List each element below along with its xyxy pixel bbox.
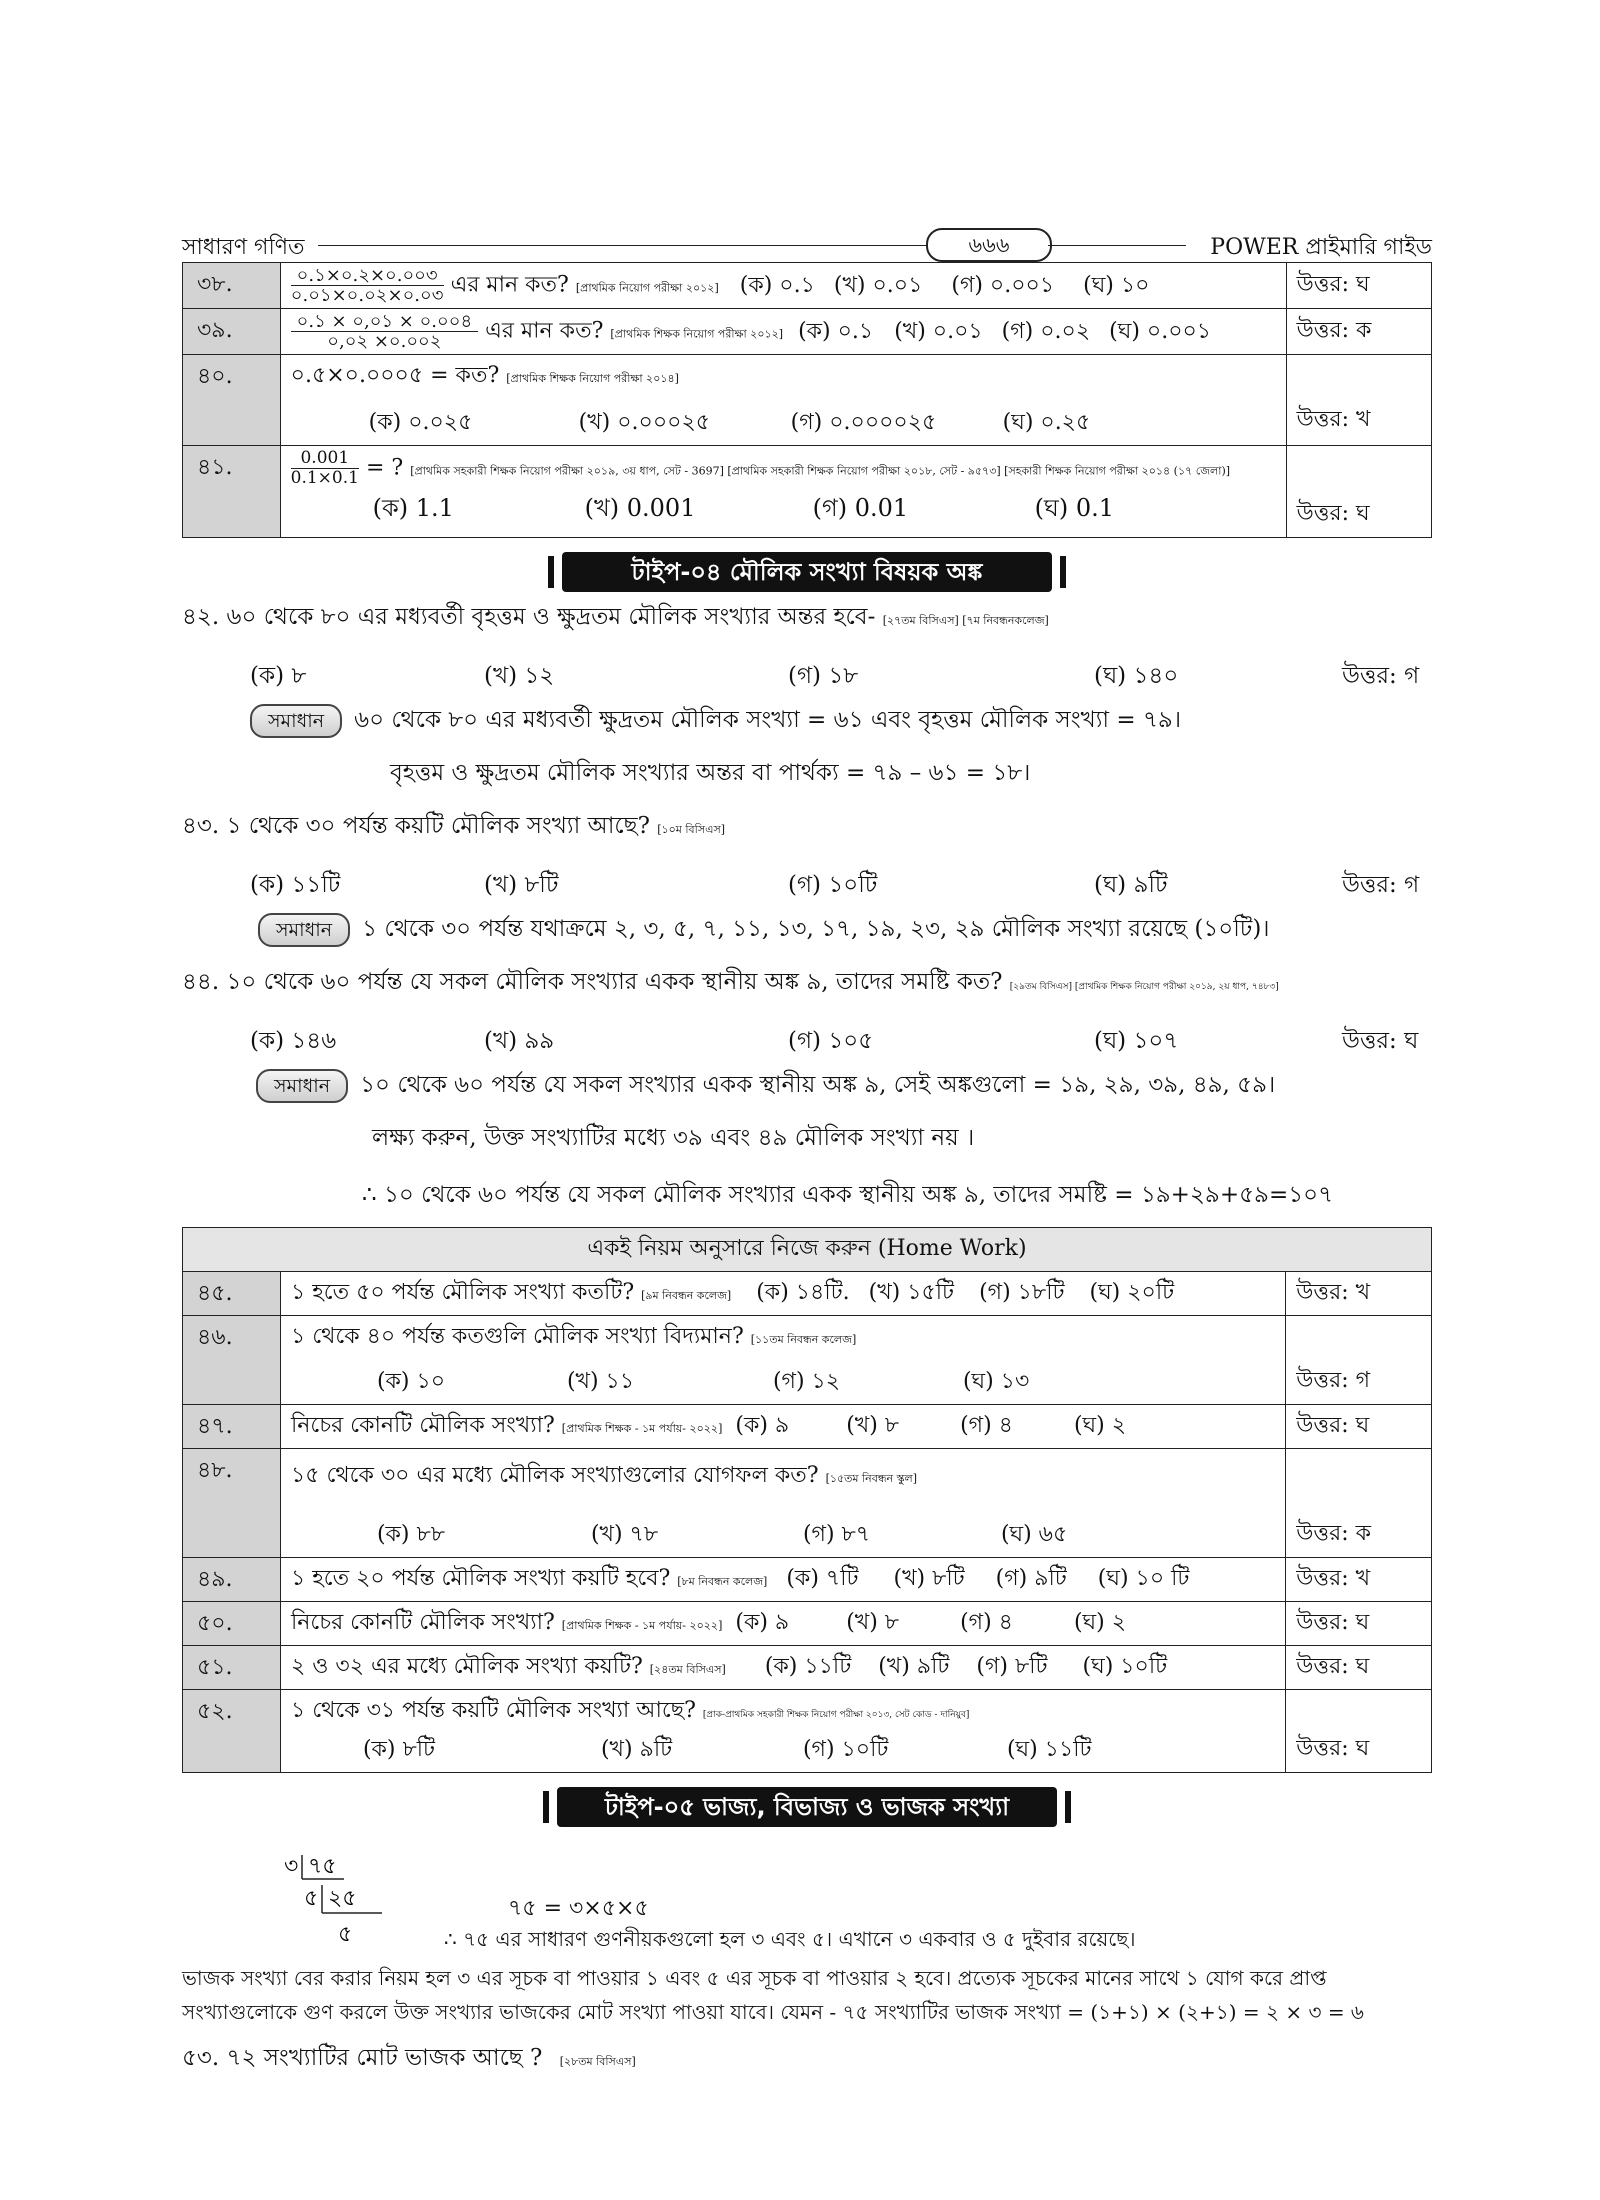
question-body xyxy=(280,1602,1285,1646)
option-ga: (গ) 0.01 xyxy=(812,494,909,522)
factor-note: ∴ ৭৫ এর সাধারণ গুণনীয়কগুলো হল ৩ এবং ৫। এখানে ৩ একবার ও ৫ দুইবার রয়েছে। xyxy=(444,1927,1136,1951)
question-number: ৪৬. xyxy=(183,1316,281,1405)
question-body xyxy=(280,446,1286,538)
solution-text-3: ∴ ১০ থেকে ৬০ পর্যন্ত যে সকল মৌলিক সংখ্যার একক স্থানীয় অঙ্ক ৯, তাদের সমষ্টি = ১৯+২৯+৫৯=১০৭ xyxy=(362,1182,1334,1208)
question-text: ৪২. ৬০ থেকে ৮০ এর মধ্যবর্তী বৃহত্তম ও ক্ষুদ্রতম মৌলিক সংখ্যার অন্তর হবে- xyxy=(182,604,876,630)
option-gha: (ঘ) ১০ xyxy=(1083,272,1150,298)
question-number: ৫২. xyxy=(183,1690,281,1773)
question-text: ০.৫×০.০০০৫ = কত? xyxy=(290,363,500,388)
options-row xyxy=(373,490,1276,530)
option-ga: (গ) ১২ xyxy=(772,1369,841,1394)
top-question-table xyxy=(182,262,1432,538)
answer: উত্তর: ঘ xyxy=(1286,1405,1432,1449)
paragraph-line-2: সংখ্যাগুলোকে গুণ করলে উক্ত সংখ্যার ভাজকের মোট সংখ্যা পাওয়া যাবে। যেমন - ৭৫ সংখ্যাটির ভাজক সংখ্যা = (১+১) × (২+১) = ২ × ৩ = ৬ xyxy=(182,2000,1364,2024)
table-row xyxy=(183,1405,1432,1449)
option-ga: (গ) ১৮টি xyxy=(979,1280,1065,1305)
option-gha: (ঘ) 0.1 xyxy=(1034,494,1114,522)
option-gha: (ঘ) ০.২৫ xyxy=(1002,410,1091,435)
option-ga: (গ) ৮টি xyxy=(976,1654,1048,1679)
question-text: ১৫ থেকে ৩০ এর মধ্যে মৌলিক সংখ্যাগুলোর যোগফল কত? xyxy=(290,1463,819,1488)
question-source: [৯ম নিবন্ধন কলেজ] xyxy=(641,1289,732,1302)
question-number: ৪৭. xyxy=(183,1405,281,1449)
question-number: ৪৯. xyxy=(183,1558,281,1602)
question-text: ১ থেকে ৪০ পর্যন্ত কতগুলি মৌলিক সংখ্যা বিদ্যমান? xyxy=(290,1324,744,1349)
option-kha: (খ) ১৫টি xyxy=(868,1280,955,1305)
option-ka: (ক) ১০ xyxy=(376,1369,446,1394)
question-source: [প্রাক-প্রাথমিক সহকারী শিক্ষক নিয়োগ পরীক্ষা ২০১৩, সেট কোড - দানিয়ুব] xyxy=(702,1710,970,1720)
table-row xyxy=(183,1558,1432,1602)
question-text: ৫৩. ৭২ সংখ্যাটির মোট ভাজক আছে ? xyxy=(182,2045,543,2071)
page-header xyxy=(182,228,1432,262)
option-kha: (খ) ১২ xyxy=(484,663,555,689)
option-kha: (খ) ৯টি xyxy=(600,1737,673,1762)
option-ka: (ক) ৭টি xyxy=(786,1566,859,1591)
option-kha: (খ) ১১ xyxy=(566,1369,635,1394)
fraction-denominator: ০,০২ ×০.০০২ xyxy=(327,331,442,352)
options-row xyxy=(182,860,1432,900)
table-row xyxy=(183,1272,1432,1316)
option-kha: (খ) 0.001 xyxy=(584,494,696,522)
question-source: [২৯তম বিসিএস] [প্রাথমিক শিক্ষক নিয়োগ পরীক্ষা ২০১৯, ২য় ধাপ, ৭৪৮৩] xyxy=(1009,982,1279,992)
paragraph-line-1: ভাজক সংখ্যা বের করার নিয়ম হল ৩ এর সূচক বা পাওয়ার ১ এবং ৫ এর সূচক বা পাওয়ার ২ হবে। প্রত্যেক সূচকের মানের সাথে ১ যোগ করে প্রাপ্ত xyxy=(182,1966,1327,1990)
question-body xyxy=(280,355,1286,446)
option-gha: (ঘ) ২ xyxy=(1073,1610,1127,1635)
option-ka: (ক) ৯ xyxy=(735,1413,790,1438)
option-ka: (ক) ১১টি xyxy=(764,1654,852,1679)
division-example xyxy=(182,1831,1432,1961)
option-ga: (গ) ১০৫ xyxy=(788,1028,874,1054)
table-row xyxy=(183,1316,1432,1405)
question-number: ৪০. xyxy=(183,355,281,446)
solution-43 xyxy=(258,910,1432,949)
table-row xyxy=(183,309,1432,355)
answer: উত্তর: ঘ xyxy=(1342,1028,1419,1054)
question-text: ১ থেকে ৩১ পর্যন্ত কয়টি মৌলিক সংখ্যা আছে? xyxy=(290,1698,696,1723)
fraction xyxy=(291,449,359,488)
section-banner-type-05: টাইপ-০৫ ভাজ্য, বিভাজ্য ও ভাজক সংখ্যা xyxy=(557,1787,1057,1827)
question-source: [প্রাথমিক শিক্ষক - ১ম পর্যায়- ২০২২] xyxy=(561,1422,723,1435)
option-ga: (গ) ০.০২ xyxy=(1001,318,1091,344)
option-ka: (ক) ৯ xyxy=(735,1610,790,1635)
fraction-numerator: ০.১×০.২×০.০০৩ xyxy=(291,266,444,286)
quotient: ৫ xyxy=(338,1922,353,1947)
question-number: ৪৫. xyxy=(183,1272,281,1316)
question-number: ৫১. xyxy=(183,1646,281,1690)
option-kha: (খ) ০.০১ xyxy=(894,318,983,344)
question-source: [৮ম নিবন্ধন কলেজ] xyxy=(677,1575,768,1588)
factorization: ৭৫ = ৩×৫×৫ xyxy=(508,1896,649,1921)
option-ka: (ক) 1.1 xyxy=(372,494,454,522)
dividend-2: ২৫ xyxy=(328,1886,357,1911)
question-source: [১১তম নিবন্ধন কলেজ] xyxy=(750,1333,857,1346)
fraction xyxy=(291,266,444,305)
table-row xyxy=(183,1646,1432,1690)
question-text: ২ ও ৩২ এর মধ্যে মৌলিক সংখ্যা কয়টি? xyxy=(290,1654,643,1679)
fraction-numerator: ০.১ × ০,০১ × ০.০০৪ xyxy=(291,312,478,332)
table-row xyxy=(183,1228,1432,1272)
dividend-1: ৭৫ xyxy=(308,1854,337,1879)
option-ka: (ক) ০.১ xyxy=(739,272,815,298)
question-number: ৪৮. xyxy=(183,1449,281,1558)
question-source: [প্রাথমিক শিক্ষক নিয়োগ পরীক্ষা ২০১২] xyxy=(610,327,784,341)
table-row xyxy=(183,263,1432,309)
solution-label: সমাধান xyxy=(250,704,342,738)
question-42 xyxy=(182,598,1432,637)
question-source: [প্রাথমিক শিক্ষক - ১ম পর্যায়- ২০২২] xyxy=(561,1619,723,1632)
option-ka: (ক) ১৪৬ xyxy=(250,1028,337,1054)
solution-label: সমাধান xyxy=(256,1069,348,1103)
question-number: ৪১. xyxy=(183,446,281,538)
option-gha: (ঘ) ২ xyxy=(1073,1413,1127,1438)
answer: উত্তর: ক xyxy=(1286,309,1431,355)
answer: উত্তর: গ xyxy=(1342,663,1420,689)
answer: উত্তর: গ xyxy=(1286,1316,1432,1405)
question-body xyxy=(280,1449,1285,1558)
option-ka: (ক) ৮৮ xyxy=(376,1522,446,1547)
question-text: = ? xyxy=(365,455,404,481)
question-text: ১ হতে ৫০ পর্যন্ত মৌলিক সংখ্যা কতটি? xyxy=(290,1280,635,1305)
option-ka: (ক) ০.০২৫ xyxy=(368,410,473,435)
question-body xyxy=(280,309,1286,355)
question-body xyxy=(280,1690,1285,1773)
answer: উত্তর: ঘ xyxy=(1286,1646,1432,1690)
solution-text-2: লক্ষ্য করুন, উক্ত সংখ্যাটির মধ্যে ৩৯ এবং ৪৯ মৌলিক সংখ্যা নয় । xyxy=(372,1125,975,1151)
long-division-figure xyxy=(282,1849,422,1949)
table-row xyxy=(183,1602,1432,1646)
question-text: ৪৩. ১ থেকে ৩০ পর্যন্ত কয়টি মৌলিক সংখ্যা আছে? xyxy=(182,813,650,839)
answer: উত্তর: খ xyxy=(1286,1272,1432,1316)
answer: উত্তর: ঘ xyxy=(1286,263,1431,309)
option-ga: (গ) ১০টি xyxy=(788,872,878,898)
option-gha: (ঘ) ৯টি xyxy=(1094,872,1168,898)
divisor-rule-paragraph xyxy=(182,1961,1432,2029)
options-row xyxy=(182,651,1432,691)
solution-42 xyxy=(250,701,1432,740)
question-text: ৪৪. ১০ থেকে ৬০ পর্যন্ত যে সকল মৌলিক সংখ্যার একক স্থানীয় অঙ্ক ৯, তাদের সমষ্টি কত? xyxy=(182,969,1003,995)
question-text: এর মান কত? xyxy=(485,318,604,344)
options-row xyxy=(377,1517,1275,1554)
question-body xyxy=(280,1316,1285,1405)
section-banner-type-04: টাইপ-০৪ মৌলিক সংখ্যা বিষয়ক অঙ্ক xyxy=(562,552,1052,592)
option-ka: (ক) ১৪টি. xyxy=(756,1280,850,1305)
question-53 xyxy=(182,2039,1432,2078)
question-body xyxy=(280,1646,1285,1690)
option-gha: (ঘ) ১৩ xyxy=(962,1369,1030,1394)
table-row xyxy=(183,446,1432,538)
solution-44 xyxy=(256,1066,1432,1105)
option-ga: (গ) ৪ xyxy=(960,1413,1013,1438)
option-ka: (ক) ৮ xyxy=(250,663,307,689)
answer: উত্তর: ঘ xyxy=(1286,1602,1432,1646)
homework-table xyxy=(182,1227,1432,1773)
question-text: এর মান কত? xyxy=(450,272,569,298)
option-ka: (ক) ০.১ xyxy=(798,318,874,344)
question-text: নিচের কোনটি মৌলিক সংখ্যা? xyxy=(290,1610,555,1635)
answer: উত্তর: ক xyxy=(1286,1449,1432,1558)
options-row xyxy=(363,1732,1275,1769)
options-row xyxy=(377,1364,1275,1401)
divisor-1: ৩ xyxy=(284,1854,299,1879)
option-ga: (গ) ৪ xyxy=(960,1610,1013,1635)
option-kha: (খ) ০.০০০২৫ xyxy=(578,410,711,435)
solution-text: ১ থেকে ৩০ পর্যন্ত যথাক্রমে ২, ৩, ৫, ৭, ১১, ১৩, ১৭, ১৯, ২৩, ২৯ মৌলিক সংখ্যা রয়েছে (১০টি)। xyxy=(362,916,1270,942)
option-kha: (খ) ৮টি xyxy=(893,1566,965,1591)
fraction xyxy=(291,312,478,351)
option-kha: (খ) ৭৮ xyxy=(590,1522,659,1547)
answer: উত্তর: ঘ xyxy=(1286,446,1431,538)
option-kha: (খ) ৯টি xyxy=(878,1654,950,1679)
question-source: [২৮তম বিসিএস] xyxy=(559,2055,636,2068)
options-row xyxy=(182,1016,1432,1056)
header-rule-right xyxy=(1048,245,1186,246)
answer: উত্তর: গ xyxy=(1342,872,1420,898)
fraction-denominator: ০.০১×০.০২×০.০৩ xyxy=(290,285,444,306)
question-44 xyxy=(182,963,1432,1002)
fraction-denominator: 0.1×0.1 xyxy=(290,468,359,488)
question-number: ৩৮. xyxy=(183,263,281,309)
question-body xyxy=(280,1272,1285,1316)
option-kha: (খ) ৯৯ xyxy=(484,1028,555,1054)
page-number: ৬৬৬ xyxy=(926,228,1052,262)
homework-title: একই নিয়ম অনুসারে নিজে করুন (Home Work) xyxy=(183,1228,1432,1272)
option-gha: (ঘ) ১০ টি xyxy=(1097,1566,1190,1591)
question-text: ১ হতে ২০ পর্যন্ত মৌলিক সংখ্যা কয়টি হবে? xyxy=(290,1566,671,1591)
option-kha: (খ) ০.০১ xyxy=(833,272,923,298)
question-43 xyxy=(182,807,1432,846)
question-body xyxy=(280,263,1286,309)
question-source: [প্রাথমিক নিয়োগ পরীক্ষা ২০১২] xyxy=(575,281,719,295)
question-number: ৫০. xyxy=(183,1602,281,1646)
question-body xyxy=(280,1405,1285,1449)
option-kha: (খ) ৮ xyxy=(846,1413,900,1438)
table-row xyxy=(183,1449,1432,1558)
question-source: [১৫তম নিবন্ধন স্কুল] xyxy=(825,1472,918,1485)
option-ka: (ক) ১১টি xyxy=(250,872,341,898)
option-gha: (ঘ) ১০৭ xyxy=(1094,1028,1179,1054)
answer: উত্তর: খ xyxy=(1286,1558,1432,1602)
option-ka: (ক) ৮টি xyxy=(362,1737,436,1762)
solution-text-2: বৃহত্তম ও ক্ষুদ্রতম মৌলিক সংখ্যার অন্তর বা পার্থক্য = ৭৯ – ৬১ = ১৮। xyxy=(390,760,1031,786)
option-gha: (ঘ) ২০টি xyxy=(1089,1280,1175,1305)
option-gha: (ঘ) ১১টি xyxy=(1006,1737,1092,1762)
solution-text: ৬০ থেকে ৮০ এর মধ্যবর্তী ক্ষুদ্রতম মৌলিক সংখ্যা = ৬১ এবং বৃহত্তম মৌলিক সংখ্যা = ৭৯। xyxy=(354,707,1182,733)
table-row xyxy=(183,355,1432,446)
divisor-2: ৫ xyxy=(304,1886,319,1911)
question-number: ৩৯. xyxy=(183,309,281,355)
option-kha: (খ) ৮ xyxy=(846,1610,900,1635)
header-subject: সাধারণ গণিত xyxy=(182,235,305,260)
header-rule-left xyxy=(318,245,926,246)
option-ga: (গ) ৯টি xyxy=(995,1566,1067,1591)
question-source: [প্রাথমিক সহকারী শিক্ষক নিয়োগ পরীক্ষা ২০১৯, ৩য় ধাপ, সেট - 3697] [প্রাথমিক সহকারী শিক্ষক নিয়োগ পরীক্ষা ২০১৮, সেট - ৯৫৭৩] [সহকারী শিক্ষক নিয়োগ পরীক্ষা ২০১৪ (১৭ জেলা)] xyxy=(410,464,1231,478)
page xyxy=(182,228,1432,2078)
solution-label: সমাধান xyxy=(258,913,350,947)
header-guide-title: POWER প্রাইমারি গাইড xyxy=(1210,235,1432,260)
option-gha: (ঘ) ৬৫ xyxy=(1000,1522,1068,1547)
answer: উত্তর: খ xyxy=(1286,355,1431,446)
question-source: [২৭তম বিসিএস] [৭ম নিবন্ধনকলেজ] xyxy=(882,614,1049,627)
option-gha: (ঘ) ০.০০১ xyxy=(1109,318,1212,344)
question-source: [১০ম বিসিএস] xyxy=(657,823,726,836)
options-row xyxy=(369,405,1276,442)
option-ga: (গ) ১৮ xyxy=(788,663,859,689)
option-ga: (গ) ০.০০১ xyxy=(951,272,1055,298)
option-ga: (গ) ০.০০০০২৫ xyxy=(790,410,937,435)
question-source: [প্রাথমিক শিক্ষক নিয়োগ পরীক্ষা ২০১৪] xyxy=(506,372,679,385)
option-gha: (ঘ) ১৪০ xyxy=(1094,663,1179,689)
question-text: নিচের কোনটি মৌলিক সংখ্যা? xyxy=(290,1413,555,1438)
option-ga: (গ) ১০টি xyxy=(802,1737,889,1762)
option-gha: (ঘ) ১০টি xyxy=(1082,1654,1168,1679)
answer: উত্তর: ঘ xyxy=(1286,1690,1432,1773)
table-row xyxy=(183,1690,1432,1773)
option-ga: (গ) ৮৭ xyxy=(802,1522,871,1547)
solution-text: ১০ থেকে ৬০ পর্যন্ত যে সকল সংখ্যার একক স্থানীয় অঙ্ক ৯, সেই অঙ্কগুলো = ১৯, ২৯, ৩৯, ৪৯, ৫৯। xyxy=(360,1072,1276,1098)
option-kha: (খ) ৮টি xyxy=(484,872,559,898)
question-body xyxy=(280,1558,1285,1602)
fraction-numerator: 0.001 xyxy=(291,449,359,469)
question-source: [২৪তম বিসিএস] xyxy=(649,1663,726,1676)
